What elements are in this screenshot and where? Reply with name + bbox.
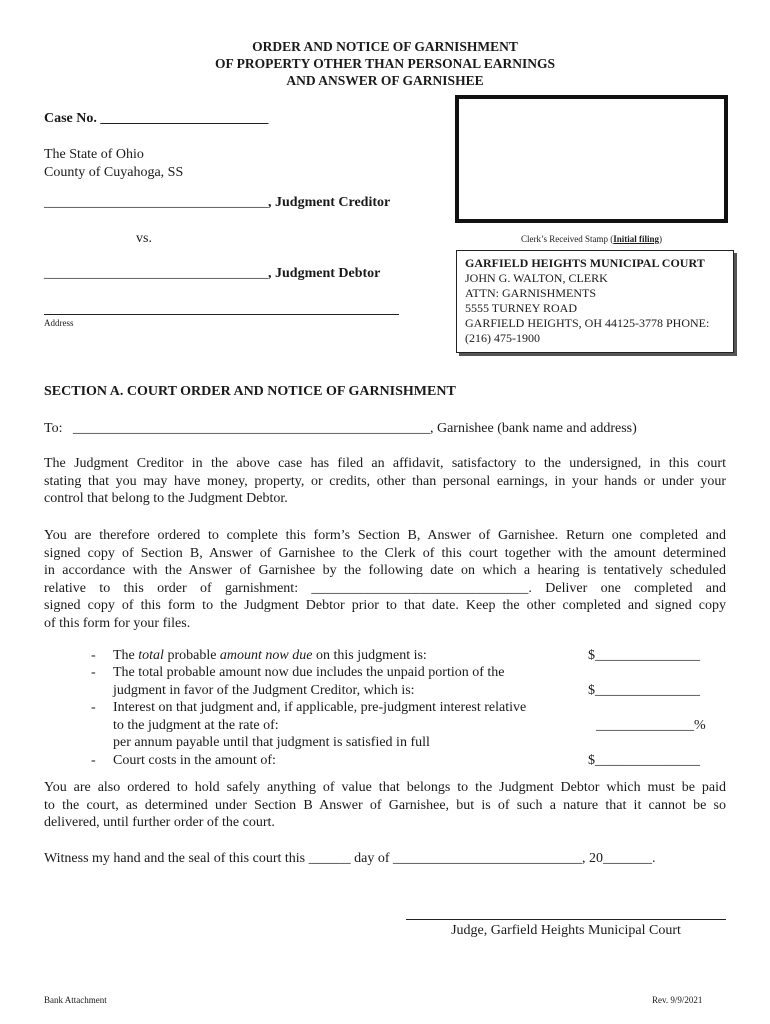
item-interest-line-1: Interest on that judgment and, if applicable, pre-judgment interest relative xyxy=(113,700,527,715)
court-clerk: JOHN G. WALTON, CLERK xyxy=(465,271,608,285)
stamp-caption-suffix: ) xyxy=(659,234,662,244)
judgment-debtor-field[interactable]: ________________________________ xyxy=(44,266,268,281)
clerk-received-stamp-box xyxy=(455,95,728,223)
judge-label: Judge, Garfield Heights Municipal Court xyxy=(451,923,681,938)
stamp-caption-prefix: Clerk’s Received Stamp ( xyxy=(521,234,614,244)
stamp-caption xyxy=(455,234,728,245)
item-text: probable xyxy=(163,648,220,663)
item-total-amount xyxy=(113,647,427,665)
garnishee-suffix: , Garnishee (bank name and address) xyxy=(429,421,637,436)
court-costs-field[interactable]: $_______________ xyxy=(588,753,700,768)
witness-date-line[interactable]: Witness my hand and the seal of this court this ______ day of ___________________________, 20_______. xyxy=(44,851,656,866)
text-line: stating that you may have money, property, or credits, other than personal earnings, in your hands or under your xyxy=(44,473,726,489)
garnishee-line xyxy=(44,420,637,438)
address-label: Address xyxy=(44,318,74,328)
hearing-date-line[interactable]: relative to this order of garnishment: _______________________________. Deliver one completed and xyxy=(44,580,726,596)
list-dash: - xyxy=(91,700,96,715)
court-street: 5555 TURNEY ROAD xyxy=(465,301,578,315)
item-court-costs: Court costs in the amount of: xyxy=(113,753,276,768)
item-interest-line-2: to the judgment at the rate of: xyxy=(113,718,279,733)
court-attn: ATTN: GARNISHMENTS xyxy=(465,286,597,300)
text-line: signed copy of this form to the Judgment Debtor prior to that date. Keep the other completed and signed copy xyxy=(44,598,726,613)
debtor-address-field[interactable] xyxy=(44,314,399,315)
paragraph-order xyxy=(44,527,726,632)
footer-revision: Rev. 9/9/2021 xyxy=(652,995,703,1005)
title-line-2: OF PROPERTY OTHER THAN PERSONAL EARNINGS xyxy=(215,56,555,71)
versus-label: vs. xyxy=(136,231,152,246)
unpaid-portion-field[interactable]: $_______________ xyxy=(588,683,700,698)
paragraph-affidavit xyxy=(44,455,726,508)
item-text-emphasis: total xyxy=(138,648,164,663)
section-a-heading: SECTION A. COURT ORDER AND NOTICE OF GARNISHMENT xyxy=(44,384,456,399)
county-line: County of Cuyahoga, SS xyxy=(44,165,184,180)
court-city: GARFIELD HEIGHTS, OH 44125-3778 PHONE: xyxy=(465,316,710,330)
judgment-debtor-line xyxy=(44,265,380,283)
text-line: delivered, until further order of the court. xyxy=(44,815,275,830)
text-line: in accordance with the Answer of Garnishee by the following date on which a hearing is tentatively scheduled xyxy=(44,563,726,578)
court-phone: (216) 475-1900 xyxy=(465,331,540,345)
total-amount-field[interactable]: $_______________ xyxy=(588,648,700,663)
paragraph-hold-safely xyxy=(44,779,726,832)
item-unpaid-line-2: judgment in favor of the Judgment Creditor, which is: xyxy=(113,683,415,698)
text-line: You are therefore ordered to complete this form’s Section B, Answer of Garnishee. Return one completed and xyxy=(44,528,726,543)
footer-left: Bank Attachment xyxy=(44,995,107,1005)
item-unpaid-line-1: The total probable amount now due includes the unpaid portion of the xyxy=(113,665,505,680)
case-number-field[interactable]: Case No. ________________________ xyxy=(44,111,269,126)
document-title xyxy=(0,38,770,89)
judgment-debtor-label: , Judgment Debtor xyxy=(268,266,381,281)
text-line: of this form for your files. xyxy=(44,615,191,631)
garnishee-field[interactable]: ___________________________________________________ xyxy=(72,421,430,436)
item-text-emphasis: amount now due xyxy=(219,648,313,663)
text-line: The Judgment Creditor in the above case has filed an affidavit, satisfactory to the undersigned, in this court xyxy=(44,456,726,471)
judgment-creditor-field[interactable]: ________________________________ xyxy=(44,195,268,210)
text-line: You are also ordered to hold safely anything of value that belongs to the Judgment Debtor which must be paid xyxy=(44,780,726,795)
text-line: signed copy of Section B, Answer of Garnishee to the Clerk of this court together with the amount determined xyxy=(44,545,726,561)
list-dash: - xyxy=(91,753,96,768)
list-dash: - xyxy=(91,648,96,663)
judge-signature-field[interactable] xyxy=(406,919,726,920)
interest-rate-field[interactable]: ______________% xyxy=(596,718,706,733)
to-label: To: xyxy=(44,421,63,436)
item-text: The xyxy=(113,648,139,663)
item-interest-line-3: per annum payable until that judgment is satisfied in full xyxy=(113,735,430,750)
initial-filing-label: Initial filing xyxy=(613,234,659,244)
text-line: control that belong to the Judgment Debtor. xyxy=(44,491,288,506)
title-line-1: ORDER AND NOTICE OF GARNISHMENT xyxy=(252,39,518,54)
state-line: The State of Ohio xyxy=(44,147,144,162)
judgment-creditor-label: , Judgment Creditor xyxy=(268,195,391,210)
text-line: to the court, as determined under Section B Answer of Garnishee, but is of such a nature that it cannot be so xyxy=(44,797,726,813)
court-name: GARFIELD HEIGHTS MUNICIPAL COURT xyxy=(465,256,705,270)
title-line-3: AND ANSWER OF GARNISHEE xyxy=(286,73,484,88)
list-dash: - xyxy=(91,665,96,680)
item-text: on this judgment is: xyxy=(312,648,427,663)
court-address-box xyxy=(456,250,734,353)
judgment-creditor-line xyxy=(44,194,390,212)
